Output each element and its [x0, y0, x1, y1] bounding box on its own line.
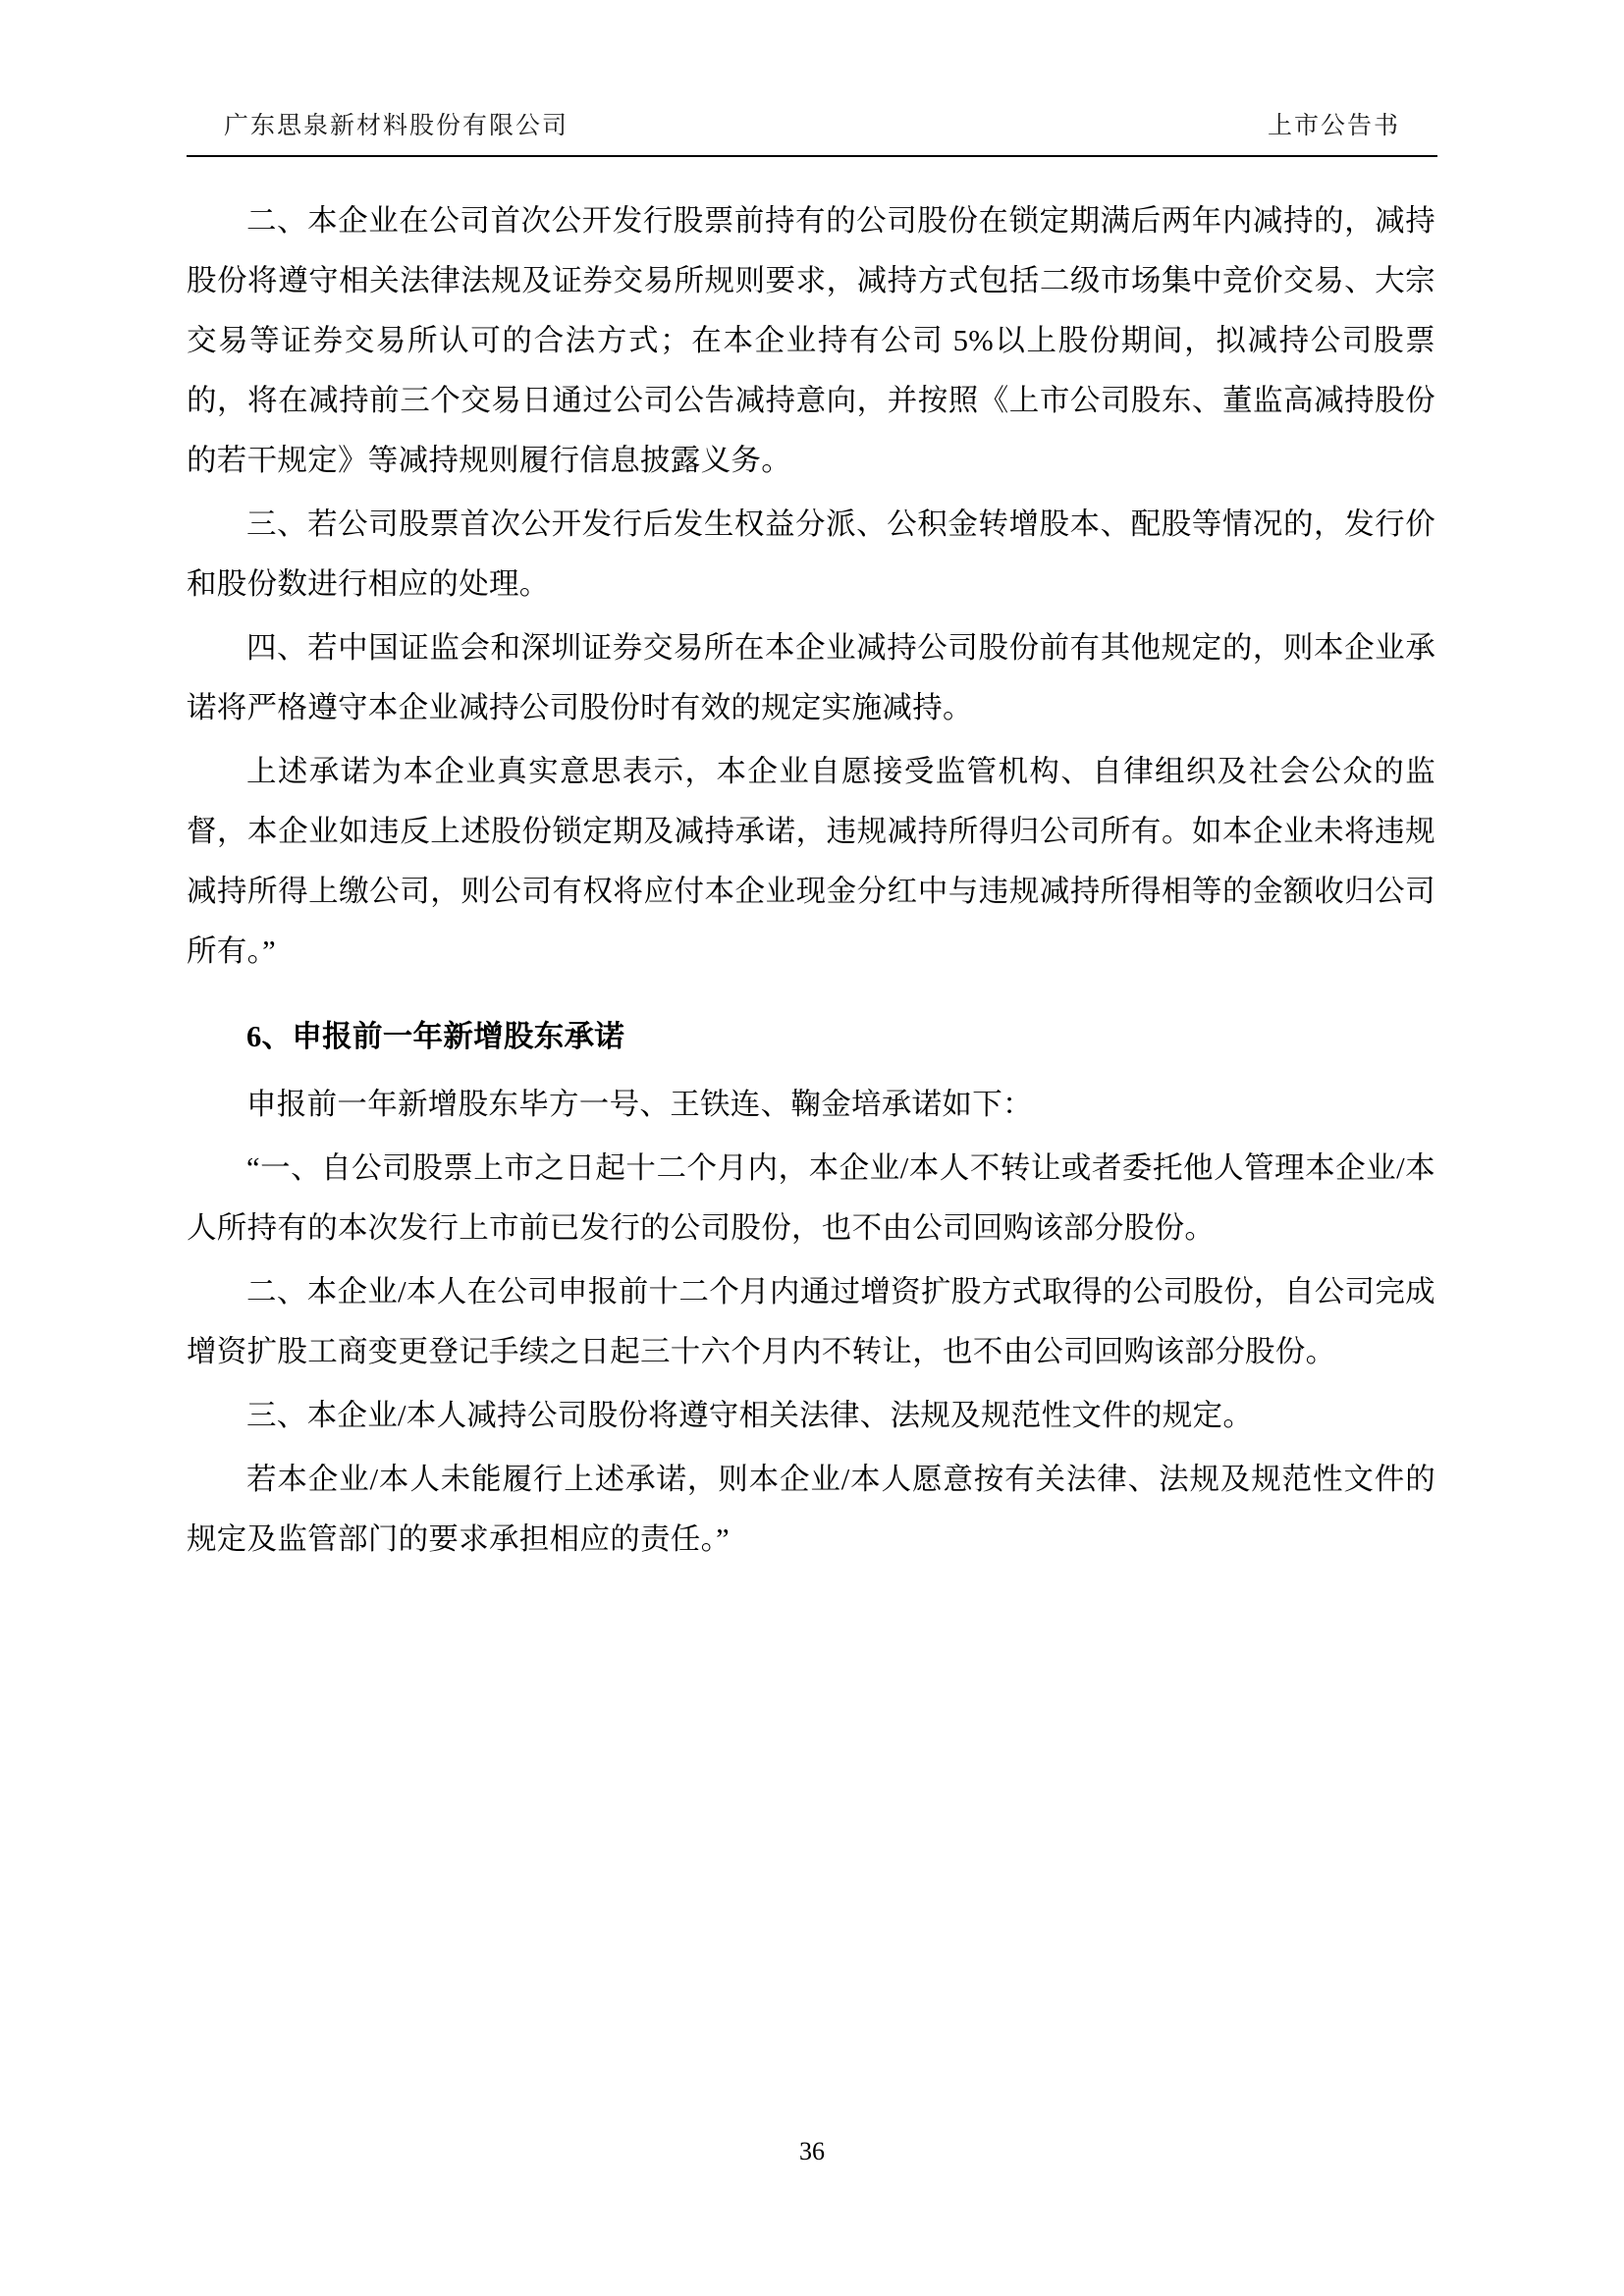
paragraph-commitment-three: 三、本企业/本人减持公司股份将遵守相关法律、法规及规范性文件的规定。: [246, 1399, 1254, 1432]
paragraph-commitment-one: “一、自公司股票上市之日起十二个月内，本企业/本人不转让或者委托他人管理本企业/本人所持有的本次发行上市前已发行的公司股份，也不由公司回购该部分股份。: [187, 1151, 1435, 1245]
paragraph-shareholder-intro: 申报前一年新增股东毕方一号、王铁连、鞠金培承诺如下：: [246, 1088, 1033, 1121]
paragraph-commitment-two: 二、本企业/本人在公司申报前十二个月内通过增资扩股方式取得的公司股份，自公司完成增资扩股工商变更登记手续之日起三十六个月内不转让，也不由公司回购该部分股份。: [187, 1275, 1435, 1368]
header-document-type: 上市公告书: [1267, 113, 1400, 139]
paragraph-closing-statement: 上述承诺为本企业真实意思表示，本企业自愿接受监管机构、自律组织及社会公众的监督，本企业如违反上述股份锁定期及减持承诺，违规减持所得归公司所有。如本企业未将违规减持所得上缴公司，则公司有权将应付本企业现金分红中与违规减持所得相等的金额收归公司所有。”: [187, 755, 1435, 968]
page-header: [224, 106, 1400, 141]
header-divider: [187, 155, 1437, 157]
header-company-name: 广东思泉新材料股份有限公司: [224, 113, 569, 139]
paragraph-commitment-liability: 若本企业/本人未能履行上述承诺，则本企业/本人愿意按有关法律、法规及规范性文件的规定及监管部门的要求承担相应的责任。”: [187, 1463, 1435, 1556]
section-heading-new-shareholder-commitment: 6、申报前一年新增股东承诺: [246, 1020, 625, 1053]
paragraph-clause-three: 三、若公司股票首次公开发行后发生权益分派、公积金转增股本、配股等情况的，发行价和股份数进行相应的处理。: [187, 507, 1435, 601]
page-footer: [0, 2137, 1624, 2166]
paragraph-clause-two: 二、本企业在公司首次公开发行股票前持有的公司股份在锁定期满后两年内减持的，减持股份将遵守相关法律法规及证券交易所规则要求，减持方式包括二级市场集中竞价交易、大宗交易等证券交易所认可的合法方式；在本企业持有公司 5%以上股份期间，拟减持公司股票的，将在减持前三个交易日通过公司公告减持意向，并按照《上市公司股东、董监高减持股份的若干规定》等减持规则履行信息披露义务。: [187, 204, 1435, 477]
page-content: [187, 191, 1435, 1574]
page-number: 36: [799, 2137, 825, 2165]
paragraph-clause-four: 四、若中国证监会和深圳证券交易所在本企业减持公司股份前有其他规定的，则本企业承诺将严格遵守本企业减持公司股份时有效的规定实施减持。: [187, 631, 1435, 724]
